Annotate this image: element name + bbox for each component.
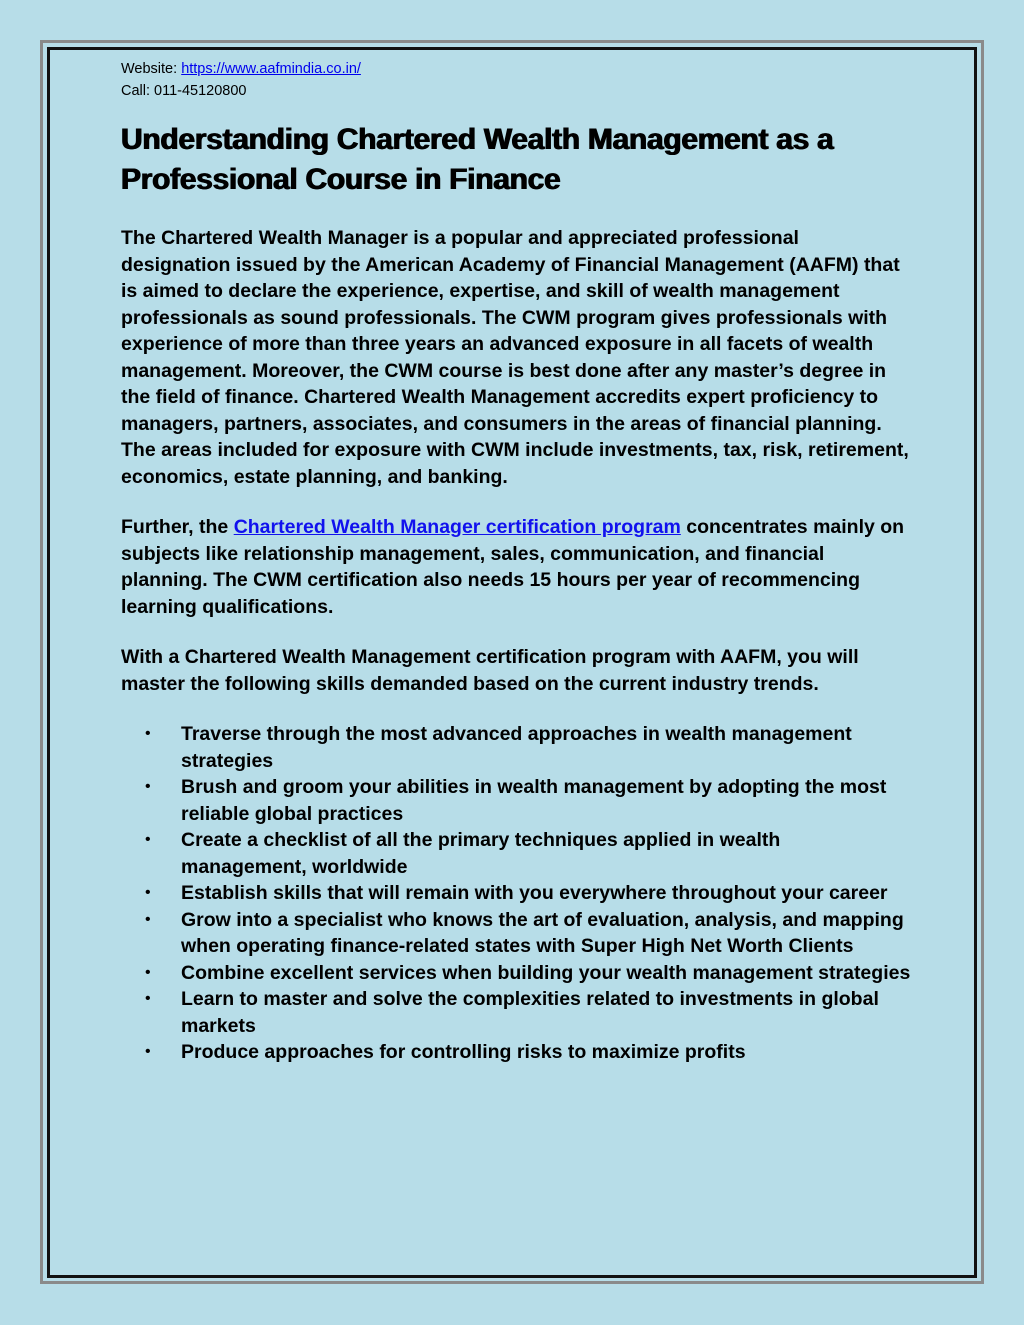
further-paragraph xyxy=(121,514,911,620)
skills-bullet-list xyxy=(121,721,911,1066)
list-item xyxy=(121,986,911,1039)
list-item xyxy=(121,1039,911,1066)
bullet-icon: • xyxy=(145,884,151,901)
list-item xyxy=(121,721,911,774)
list-item-text: Brush and groom your abilities in wealth management by adopting the most reliable global practices xyxy=(181,776,887,825)
list-item xyxy=(121,907,911,960)
website-link[interactable]: https://www.aafmindia.co.in/ xyxy=(181,61,361,77)
list-item-text: Create a checklist of all the primary techniques applied in wealth management, worldwide xyxy=(181,829,781,878)
list-item-text: Traverse through the most advanced approaches in wealth management strategies xyxy=(181,723,852,772)
list-item-text: Establish skills that will remain with you everywhere throughout your career xyxy=(181,882,888,904)
cwm-certification-link[interactable]: Chartered Wealth Manager certification program xyxy=(233,516,681,538)
bullet-icon: • xyxy=(145,963,151,981)
call-line: Call: 011-45120800 xyxy=(121,83,247,99)
list-item xyxy=(121,827,911,880)
bullet-icon: • xyxy=(145,990,151,1007)
bullet-icon: • xyxy=(145,725,151,742)
list-item-text: Learn to master and solve the complexities related to investments in global markets xyxy=(181,988,879,1037)
further-suffix: concentrates mainly on subjects like relationship management, sales, communication, and financial planning. The CWM certification also needs 15 hours per year of recommencing learning qualifications. xyxy=(121,516,905,618)
list-item xyxy=(121,880,911,907)
list-item-text: Produce approaches for controlling risks to maximize profits xyxy=(181,1041,746,1063)
skills-intro-paragraph: With a Chartered Wealth Management certification program with AAFM, you will master the following skills demanded based on the current industry trends. xyxy=(121,646,859,695)
list-item xyxy=(121,960,911,987)
bullet-icon: • xyxy=(145,910,151,928)
list-item-text: Combine excellent services when building your wealth management strategies xyxy=(181,961,911,984)
bullet-icon: • xyxy=(145,1043,151,1060)
further-prefix: Further, the xyxy=(121,516,234,538)
list-item xyxy=(121,774,911,827)
intro-paragraph: The Chartered Wealth Manager is a popular and appreciated professional designation issued by the American Academy of Financial Management (AAFM) that is aimed to declare the experience, expertise, and skill of wealth management professionals as sound professionals. The CWM program gives professionals with experience of more than three years an advanced exposure in all facets of wealth management. Moreover, the CWM course is best done after any master’s degree in the field of finance. Chartered Wealth Management accredits expert proficiency to managers, partners, associates, and consumers in the areas of financial planning. The areas included for exposure with CWM include investments, tax, risk, retirement, economics, estate planning, and banking. xyxy=(121,227,909,488)
bullet-icon: • xyxy=(145,778,151,795)
website-line xyxy=(121,58,911,80)
document-content xyxy=(121,58,911,1066)
page-title: Understanding Chartered Wealth Management as a Professional Course in Finance xyxy=(121,123,834,196)
list-item-text: Grow into a specialist who knows the art of evaluation, analysis, and mapping when operating finance-related states with Super High Net Worth Clients xyxy=(181,908,904,957)
bullet-icon: • xyxy=(145,831,151,848)
website-label: Website: xyxy=(121,61,182,77)
contact-info xyxy=(121,58,911,102)
